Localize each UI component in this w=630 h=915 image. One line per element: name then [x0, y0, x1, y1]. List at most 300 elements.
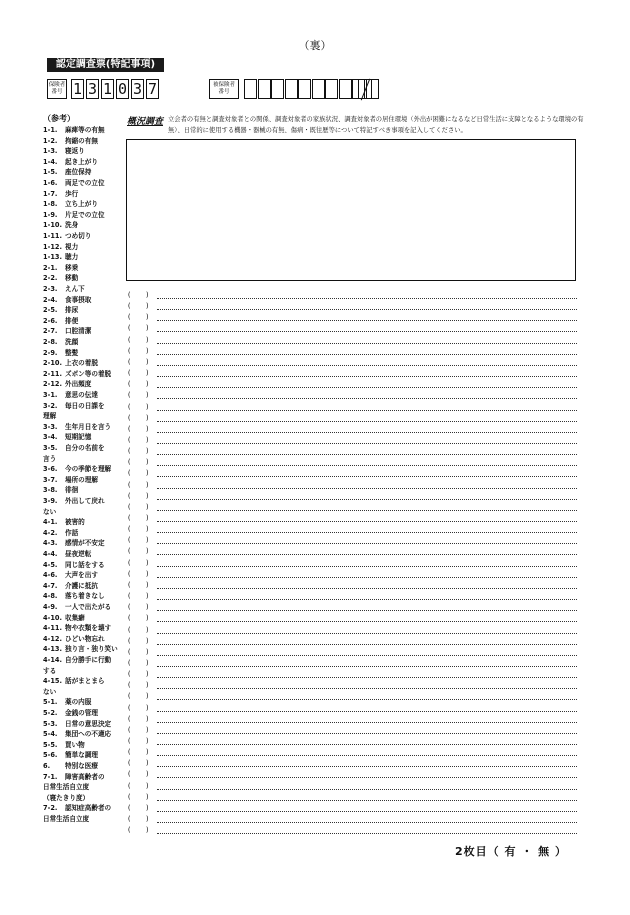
item-number-parenthesis: ( ) [127, 335, 150, 344]
reference-item-number: 4-2. [43, 528, 58, 537]
reference-item-label: 物や衣類を壊す [65, 624, 112, 633]
reference-item-label: 短期記憶 [65, 433, 92, 442]
dotted-writing-line [157, 811, 577, 812]
reference-heading: （参考） [43, 114, 75, 123]
note-line[interactable] [127, 647, 577, 657]
reference-item-number: 4-11. [43, 624, 63, 633]
item-number-parenthesis: ( ) [127, 826, 150, 835]
item-number-parenthesis: ( ) [127, 525, 150, 534]
dotted-writing-line [157, 387, 577, 388]
reference-item-number: 1-1. [43, 126, 58, 134]
reference-item [43, 391, 127, 399]
insurer-digit-box[interactable]: 1 [102, 80, 113, 98]
reference-item-label: 集団への不適応 [65, 730, 112, 739]
reference-item [43, 349, 127, 357]
reference-item-number: 2-9. [43, 348, 58, 357]
reference-item-label: 寝返り [65, 147, 85, 156]
reference-item-label: 自分勝手に行動 [65, 656, 112, 664]
reference-item-label: 毎日の日課を [65, 401, 105, 410]
note-line[interactable] [127, 502, 577, 512]
note-line[interactable] [127, 781, 577, 791]
note-line[interactable] [127, 323, 577, 333]
note-line[interactable] [127, 691, 577, 701]
insured-digit-box[interactable] [244, 79, 257, 99]
reference-item-label: 両足での立位 [65, 179, 105, 187]
dotted-writing-line [157, 577, 577, 578]
reference-item-number: 5-4. [43, 730, 58, 739]
reference-item-label: 感情が不安定 [65, 539, 105, 548]
reference-item-label: 場所の理解 [65, 475, 98, 484]
note-line[interactable] [127, 402, 577, 412]
reference-item-number: 1-7. [43, 189, 58, 198]
reference-item-number: 4-13. [43, 645, 63, 654]
reference-item [43, 423, 127, 431]
note-line[interactable] [127, 703, 577, 713]
item-number-parenthesis: ( ) [127, 502, 150, 511]
item-number-parenthesis: ( ) [127, 391, 150, 400]
dotted-writing-line [157, 711, 577, 712]
note-line[interactable] [127, 736, 577, 746]
reference-item-number: 2-12. [43, 380, 63, 389]
note-line[interactable] [127, 758, 577, 768]
note-line[interactable] [127, 569, 577, 579]
dotted-writing-line [157, 476, 577, 477]
note-line[interactable] [127, 457, 577, 467]
reference-item-label: 麻痺等の有無 [65, 126, 105, 134]
reference-item-number: 6. [43, 762, 51, 770]
dotted-writing-line [157, 688, 577, 689]
note-line[interactable] [127, 636, 577, 646]
dotted-writing-line [157, 610, 577, 611]
reference-item-label: つめ切り [65, 232, 92, 240]
dotted-writing-line [157, 510, 577, 511]
reference-item-number: 3-3. [43, 422, 58, 431]
reference-item-label: 収集癖 [65, 613, 85, 622]
note-line[interactable] [127, 769, 577, 779]
item-number-parenthesis: ( ) [127, 458, 150, 467]
reference-item-label: 食事摂取 [65, 295, 92, 304]
reference-item [43, 465, 127, 473]
reference-item-label: 大声を出す [65, 571, 98, 580]
dotted-writing-line [157, 666, 577, 667]
reference-item-label: 障害高齢者の [65, 772, 105, 781]
reference-item-number: 2-8. [43, 338, 58, 346]
reference-item [43, 677, 127, 685]
reference-item-label: 外出して戻れ [65, 497, 105, 505]
reference-item [43, 306, 127, 314]
reference-item-number: 4-15. [43, 677, 63, 686]
item-number-parenthesis: ( ) [127, 480, 150, 489]
note-line[interactable] [127, 413, 577, 423]
dotted-writing-line [157, 398, 577, 399]
reference-item [43, 773, 127, 781]
dotted-writing-line [157, 789, 577, 790]
reference-item-label: 昼夜逆転 [65, 550, 92, 558]
item-number-parenthesis: ( ) [127, 302, 150, 311]
dotted-writing-line [157, 410, 577, 411]
dotted-writing-line [157, 432, 577, 433]
insured-number-label: 被保険者 番号 [209, 79, 239, 99]
reference-item [43, 433, 127, 441]
reference-item-label: 洗顔 [65, 338, 79, 346]
note-line[interactable] [127, 680, 577, 690]
insured-digit-box[interactable] [325, 79, 338, 99]
dotted-writing-line [157, 755, 577, 756]
reference-item-number: 1-13. [43, 253, 63, 262]
note-line[interactable] [127, 513, 577, 523]
dotted-writing-line [157, 365, 577, 366]
item-number-parenthesis: ( ) [127, 636, 150, 645]
reference-item [43, 232, 127, 240]
dotted-writing-line [157, 354, 577, 355]
insured-digit-box[interactable] [258, 79, 271, 99]
reference-item-number: 2-4. [43, 295, 58, 304]
reference-item-number: 7-1. [43, 772, 58, 781]
reference-item [43, 539, 127, 547]
dotted-writing-line [157, 443, 577, 444]
dotted-writing-line [157, 421, 577, 422]
item-number-parenthesis: ( ) [127, 447, 150, 456]
reference-item-label: 移乗 [65, 263, 79, 272]
dotted-writing-line [157, 777, 577, 778]
note-line[interactable] [127, 379, 577, 389]
reference-item-number: 3-2. [43, 401, 58, 410]
reference-item [43, 168, 127, 176]
item-number-parenthesis: ( ) [127, 369, 150, 378]
reference-item [43, 614, 127, 622]
item-number-parenthesis: ( ) [127, 803, 150, 812]
reference-item-number: 5-5. [43, 740, 58, 749]
reference-item-label: 拘縮の有無 [65, 136, 98, 145]
reference-item-continuation: 日常生活自立度 [43, 815, 90, 823]
reference-item-label: 立ち上がり [65, 200, 98, 209]
note-line[interactable] [127, 435, 577, 445]
insured-digit-box[interactable] [298, 79, 311, 99]
note-line[interactable] [127, 602, 577, 612]
reference-item [43, 762, 127, 770]
dotted-writing-line [157, 677, 577, 678]
note-line[interactable] [127, 424, 577, 434]
reference-item [43, 497, 127, 505]
insured-digit-box[interactable] [285, 79, 298, 99]
dotted-writing-line [157, 309, 577, 310]
dotted-writing-line [157, 465, 577, 466]
reference-item [43, 126, 127, 134]
note-line[interactable] [127, 803, 577, 813]
dotted-writing-line [157, 833, 577, 834]
dotted-writing-line [157, 644, 577, 645]
item-number-parenthesis: ( ) [127, 681, 150, 690]
reference-item-number: 2-7. [43, 327, 58, 336]
item-number-parenthesis: ( ) [127, 614, 150, 623]
insurer-digit-box[interactable]: 0 [117, 80, 128, 98]
item-number-parenthesis: ( ) [127, 714, 150, 723]
reference-item-number: 5-6. [43, 751, 58, 760]
insurer-digit-box[interactable]: 1 [72, 80, 83, 98]
note-line[interactable] [127, 591, 577, 601]
reference-item-label: 落ち着きなし [65, 592, 105, 601]
reference-item-label: ひどい物忘れ [65, 634, 105, 643]
reference-item [43, 444, 127, 452]
note-line[interactable] [127, 301, 577, 311]
reference-item-label: 排尿 [65, 306, 79, 315]
reference-item-label: 被害的 [65, 518, 85, 527]
insurer-digit-box[interactable]: 3 [132, 80, 143, 98]
reference-item [43, 804, 127, 812]
reference-item [43, 296, 127, 304]
note-line[interactable] [127, 357, 577, 367]
reference-item-label: 洗身 [65, 221, 79, 230]
reference-item-label: 今の季節を理解 [65, 465, 112, 474]
reference-item [43, 561, 127, 569]
item-number-parenthesis: ( ) [127, 781, 150, 790]
note-line[interactable] [127, 558, 577, 568]
reference-item [43, 592, 127, 600]
reference-item-number: 2-6. [43, 316, 58, 325]
reference-item-number: 5-1. [43, 698, 58, 707]
slash-box[interactable] [358, 79, 372, 99]
reference-item-number: 1-4. [43, 157, 58, 166]
item-number-parenthesis: ( ) [127, 580, 150, 589]
reference-item-label: 徘徊 [65, 486, 79, 495]
reference-item-label: 整髪 [65, 348, 79, 357]
note-line[interactable] [127, 714, 577, 724]
item-number-parenthesis: ( ) [127, 357, 150, 366]
dotted-writing-line [157, 554, 577, 555]
note-line[interactable] [127, 346, 577, 356]
insured-digit-box[interactable] [312, 79, 325, 99]
reference-item-label: 自分の名前を [65, 444, 105, 452]
reference-item-label: 口腔清潔 [65, 327, 92, 336]
item-number-parenthesis: ( ) [127, 313, 150, 322]
reference-item [43, 741, 127, 749]
reference-item-number: 1-10. [43, 221, 63, 230]
reference-item-number: 1-6. [43, 179, 58, 187]
reference-item-continuation: ない [43, 687, 57, 696]
reference-item-continuation: （寝たきり度） [43, 793, 90, 802]
reference-item-number: 1-9. [43, 210, 58, 219]
note-line[interactable] [127, 446, 577, 456]
dotted-writing-line [157, 454, 577, 455]
reference-item [43, 158, 127, 166]
reference-item [43, 603, 127, 611]
reference-item-continuation: 言う [43, 454, 57, 463]
reference-item [43, 317, 127, 325]
survey-title: 概況調査 [127, 117, 164, 127]
reference-item [43, 582, 127, 590]
dotted-writing-line [157, 521, 577, 522]
reference-item-number: 3-1. [43, 391, 58, 399]
dotted-writing-line [157, 588, 577, 589]
note-line[interactable] [127, 524, 577, 534]
note-line[interactable] [127, 368, 577, 378]
reference-item-label: 視力 [65, 242, 79, 251]
reference-item-label: 座位保持 [65, 168, 92, 177]
dotted-writing-line [157, 699, 577, 700]
reference-item [43, 730, 127, 738]
reference-item [43, 550, 127, 558]
reference-item-number: 2-5. [43, 306, 58, 315]
reference-item-number: 3-9. [43, 497, 58, 505]
item-number-parenthesis: ( ) [127, 815, 150, 824]
note-line[interactable] [127, 546, 577, 556]
survey-description: 立会者の有無と調査対象者との関係、調査対象者の家族状況、調査対象者の居住環境（外出が困難になるなど日常生活に支障となるような環境の有無）、日常的に使用する機器・器械の有無、傷病・既往歴等について特記すべき事項を記入してください。 [168, 116, 584, 134]
note-line[interactable] [127, 390, 577, 400]
note-line[interactable] [127, 468, 577, 478]
dotted-writing-line [157, 343, 577, 344]
reference-item-number: 1-8. [43, 200, 58, 209]
note-line[interactable] [127, 335, 577, 345]
reference-item-label: 一人で出たがる [65, 603, 112, 611]
reference-item [43, 571, 127, 579]
note-line[interactable] [127, 814, 577, 824]
dotted-writing-line [157, 733, 577, 734]
reference-item [43, 486, 127, 494]
form-title: 認定調査票(特記事項) [47, 58, 164, 72]
reference-item-number: 4-6. [43, 571, 58, 580]
reference-item [43, 338, 127, 346]
item-number-parenthesis: ( ) [127, 770, 150, 779]
reference-item-label: 外出頻度 [65, 380, 92, 389]
dotted-writing-line [157, 376, 577, 377]
dotted-writing-line [157, 532, 577, 533]
reference-item [43, 720, 127, 728]
item-number-parenthesis: ( ) [127, 670, 150, 679]
reference-item-continuation: する [43, 666, 57, 675]
reference-item-label: ズボン等の着脱 [65, 369, 112, 378]
reference-item [43, 137, 127, 145]
reference-item-number: 2-2. [43, 274, 58, 283]
reference-item-label: 移動 [65, 274, 79, 283]
item-number-parenthesis: ( ) [127, 759, 150, 768]
item-number-parenthesis: ( ) [127, 291, 150, 299]
second-sheet-indicator: 2枚目（ 有 ・ 無 ） [455, 845, 567, 858]
reference-item [43, 656, 127, 664]
item-number-parenthesis: ( ) [127, 536, 150, 545]
reference-item-label: 上衣の着脱 [65, 359, 98, 368]
reference-item-continuation: 日常生活自立度 [43, 783, 90, 792]
reference-item-label: 独り言・独り笑い [65, 645, 118, 654]
insurer-number-label: 保険者 番号 [47, 79, 67, 99]
reference-item-label: えん下 [65, 285, 85, 293]
reference-item [43, 253, 127, 261]
reference-item-label: 同じ話をする [65, 560, 105, 569]
reference-item-number: 4-7. [43, 581, 58, 590]
reference-item [43, 518, 127, 526]
reference-item [43, 698, 127, 706]
reference-item [43, 221, 127, 229]
dotted-writing-line [157, 633, 577, 634]
insurer-digit-box[interactable]: 3 [87, 80, 98, 98]
reference-item-number: 1-11. [43, 232, 63, 240]
reference-item-number: 3-4. [43, 433, 58, 442]
reference-item-number: 3-8. [43, 486, 58, 495]
item-number-parenthesis: ( ) [127, 413, 150, 422]
insured-digit-box[interactable] [339, 79, 352, 99]
reference-item-number: 5-2. [43, 709, 58, 717]
note-line[interactable] [127, 480, 577, 490]
note-line[interactable] [127, 747, 577, 757]
note-line[interactable] [127, 658, 577, 668]
reference-item [43, 147, 127, 155]
item-number-parenthesis: ( ) [127, 569, 150, 578]
item-number-parenthesis: ( ) [127, 424, 150, 433]
dotted-writing-line [157, 543, 577, 544]
reference-item-number: 4-5. [43, 560, 58, 569]
dotted-writing-line [157, 331, 577, 332]
note-line[interactable] [127, 312, 577, 322]
reference-item-number: 4-12. [43, 634, 63, 643]
reference-item-label: 薬の内服 [65, 698, 92, 707]
note-line[interactable] [127, 290, 577, 300]
dotted-writing-line [157, 655, 577, 656]
reference-item [43, 624, 127, 632]
reference-item-label: 作話 [65, 528, 79, 537]
note-line[interactable] [127, 580, 577, 590]
reference-item [43, 370, 127, 378]
reference-item [43, 645, 127, 653]
dotted-writing-line [157, 298, 577, 299]
insured-digit-box[interactable] [271, 79, 284, 99]
item-number-parenthesis: ( ) [127, 435, 150, 444]
item-number-parenthesis: ( ) [127, 603, 150, 612]
item-number-parenthesis: ( ) [127, 625, 150, 634]
reference-item [43, 635, 127, 643]
note-line[interactable] [127, 535, 577, 545]
reference-item-number: 3-5. [43, 444, 58, 452]
reference-item-number: 4-9. [43, 603, 58, 611]
reference-item-label: 買い物 [65, 740, 85, 749]
reference-item-number: 4-14. [43, 656, 63, 664]
reference-item-label: 意思の伝達 [65, 391, 98, 399]
reference-item [43, 359, 127, 367]
reference-item-label: 話がまとまら [65, 677, 105, 686]
reference-item-label: 簡単な調理 [65, 751, 98, 760]
note-line[interactable] [127, 625, 577, 635]
item-number-parenthesis: ( ) [127, 725, 150, 734]
reference-item [43, 179, 127, 187]
item-number-parenthesis: ( ) [127, 547, 150, 556]
reference-item [43, 285, 127, 293]
reference-item-number: 2-11. [43, 369, 63, 378]
note-line[interactable] [127, 613, 577, 623]
note-line[interactable] [127, 669, 577, 679]
reference-item [43, 709, 127, 717]
note-line[interactable] [127, 825, 577, 835]
reference-item [43, 380, 127, 388]
item-number-parenthesis: ( ) [127, 647, 150, 656]
dotted-writing-line [157, 766, 577, 767]
item-number-parenthesis: ( ) [127, 592, 150, 601]
item-number-parenthesis: ( ) [127, 324, 150, 333]
reference-item-label: 生年月日を言う [65, 422, 112, 431]
dotted-writing-line [157, 822, 577, 823]
reference-item [43, 190, 127, 198]
reference-item-number: 4-8. [43, 592, 58, 601]
note-line[interactable] [127, 792, 577, 802]
item-number-parenthesis: ( ) [127, 692, 150, 701]
note-line[interactable] [127, 725, 577, 735]
note-line[interactable] [127, 491, 577, 501]
survey-notes-box[interactable] [126, 139, 576, 281]
insurer-digit-box[interactable]: 7 [147, 80, 158, 98]
reference-item [43, 751, 127, 759]
reference-item-number: 7-2. [43, 804, 58, 813]
dotted-writing-line [157, 499, 577, 500]
reference-item-label: 認知症高齢者の [65, 804, 112, 813]
reference-item-number: 3-7. [43, 475, 58, 484]
item-number-parenthesis: ( ) [127, 346, 150, 355]
